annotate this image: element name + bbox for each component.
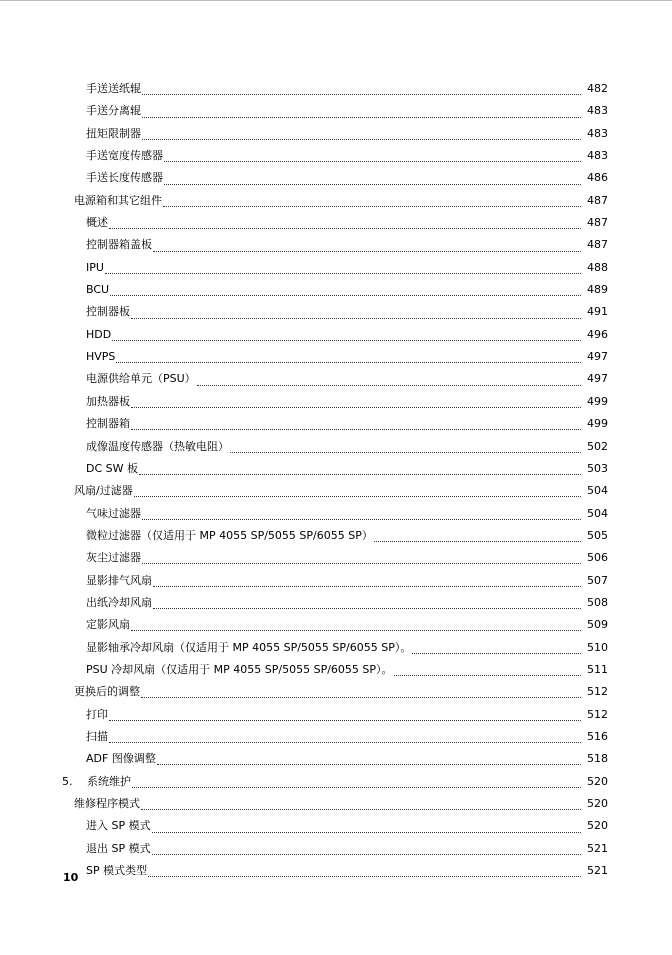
toc-entry[interactable] — [0, 167, 672, 189]
toc-entry-title: ADF 图像调整 — [86, 752, 156, 766]
toc-entry-title: 控制器箱盖板 — [86, 238, 152, 252]
toc-entry[interactable] — [0, 726, 672, 748]
dot-leader — [142, 562, 581, 564]
toc-entry-page: 499 — [587, 394, 608, 408]
toc-entry[interactable] — [0, 614, 672, 636]
toc-entry[interactable] — [0, 301, 672, 323]
toc-entry-page: 496 — [587, 327, 608, 341]
toc-entry-title: 手送送纸辊 — [86, 82, 141, 95]
toc-entry-page: 509 — [587, 618, 608, 632]
toc-entry[interactable] — [0, 391, 672, 413]
dot-leader — [109, 741, 581, 743]
dot-leader — [153, 607, 581, 609]
dot-leader — [131, 406, 581, 408]
dot-leader — [197, 384, 581, 386]
toc-entry-page: 510 — [587, 640, 608, 654]
toc-entry[interactable] — [0, 525, 672, 547]
toc-entry-title: 扭矩限制器 — [86, 126, 141, 140]
toc-entry-title: 更换后的调整 — [74, 685, 140, 699]
dot-leader — [164, 183, 581, 185]
toc-entry-page: 497 — [587, 372, 608, 386]
toc-entry[interactable] — [0, 480, 672, 502]
toc-entry-title: 手送长度传感器 — [86, 171, 163, 185]
toc-entry-page: 502 — [587, 439, 608, 453]
toc-entry-page: 505 — [587, 528, 608, 542]
toc-entry-page: 486 — [587, 171, 608, 185]
toc-entry-page: 512 — [587, 707, 608, 721]
toc-entry[interactable] — [0, 257, 672, 279]
toc-entry[interactable] — [0, 771, 672, 793]
dot-leader — [109, 227, 581, 229]
toc-entry-title: 系统维护 — [87, 774, 131, 788]
toc-entry-title: 电源供给单元（PSU） — [86, 372, 196, 386]
toc-entry[interactable] — [0, 547, 672, 569]
toc-entry-page: 520 — [587, 797, 608, 810]
dot-leader — [153, 585, 581, 587]
toc-entry[interactable] — [0, 413, 672, 435]
toc-entry-page: 487 — [587, 216, 608, 230]
toc-entry[interactable] — [0, 368, 672, 390]
toc-entry-title: 加热器板 — [86, 394, 130, 408]
toc-entry-title: 微粒过滤器（仅适用于 MP 4055 SP/5055 SP/6055 SP） — [86, 528, 373, 542]
toc-entry-title: 扫描 — [86, 729, 108, 743]
toc-entry-page: 489 — [587, 283, 608, 297]
toc-entry-page: 511 — [587, 662, 608, 676]
toc-entry-page: 487 — [587, 238, 608, 252]
dot-leader — [142, 518, 581, 520]
toc-entry[interactable] — [0, 190, 672, 212]
toc-entry-page: 508 — [587, 595, 608, 609]
toc-entry-page: 503 — [587, 461, 608, 475]
dot-leader — [230, 451, 581, 453]
toc-entry-title: 打印 — [86, 707, 108, 721]
toc-entry[interactable] — [0, 458, 672, 480]
toc-entry-title: 手送宽度传感器 — [86, 149, 163, 163]
toc-entry[interactable] — [0, 212, 672, 234]
toc-entry-page: 483 — [587, 149, 608, 163]
toc-entry-page: 487 — [587, 193, 608, 207]
page-number: 10 — [63, 871, 79, 884]
dot-leader — [131, 317, 581, 319]
toc-entry-title: 显影轴承冷却风扇（仅适用于 MP 4055 SP/5055 SP/6055 SP）。 — [86, 640, 412, 654]
dot-leader — [131, 428, 581, 430]
toc-entry[interactable] — [0, 145, 672, 167]
toc-entry-title: 控制器板 — [86, 305, 130, 319]
toc-entry-title: 气味过滤器 — [86, 506, 141, 520]
toc-entry-page: 499 — [587, 417, 608, 431]
toc-entry[interactable] — [0, 100, 672, 122]
dot-leader — [164, 160, 581, 162]
toc-entry-page: 521 — [587, 841, 608, 855]
toc-entry-page: 520 — [587, 774, 608, 788]
dot-leader — [412, 652, 581, 654]
toc-entry-page: 488 — [587, 260, 608, 274]
toc-entry[interactable] — [0, 279, 672, 301]
dot-leader — [142, 138, 581, 140]
toc-entry-title: 退出 SP 模式 — [86, 841, 151, 855]
toc-entry-page: 504 — [587, 484, 608, 498]
toc-entry-title: 显影排气风扇 — [86, 573, 152, 587]
toc-entry[interactable] — [0, 838, 672, 860]
toc-entry[interactable] — [0, 346, 672, 368]
dot-leader — [141, 696, 581, 698]
toc-entry[interactable] — [0, 592, 672, 614]
dot-leader — [110, 294, 581, 296]
table-of-contents — [0, 78, 672, 882]
toc-entry-title: BCU — [86, 283, 110, 297]
dot-leader — [374, 540, 581, 542]
dot-leader — [109, 719, 581, 721]
toc-entry[interactable] — [0, 659, 672, 681]
dot-leader — [139, 473, 581, 475]
toc-entry-page: 483 — [587, 126, 608, 140]
toc-entry[interactable] — [0, 234, 672, 256]
toc-entry-title: 维修程序模式 — [74, 797, 140, 810]
toc-entry[interactable] — [0, 570, 672, 592]
dot-leader — [141, 808, 581, 810]
toc-entry-title: 出纸冷却风扇 — [86, 595, 152, 609]
toc-entry[interactable] — [0, 436, 672, 458]
toc-entry-title: 电源箱和其它组件 — [74, 193, 162, 207]
toc-entry-title: PSU 冷却风扇（仅适用于 MP 4055 SP/5055 SP/6055 SP）。 — [86, 662, 393, 676]
toc-entry-number: 5. — [62, 774, 73, 788]
toc-entry[interactable] — [0, 681, 672, 703]
toc-entry[interactable] — [0, 704, 672, 726]
toc-entry-page: 507 — [587, 573, 608, 587]
toc-entry-page: 491 — [587, 305, 608, 319]
dot-leader — [152, 853, 581, 855]
toc-entry[interactable] — [0, 123, 672, 145]
toc-entry-page: 497 — [587, 350, 608, 364]
dot-leader — [132, 786, 581, 788]
toc-entry-title: 灰尘过滤器 — [86, 551, 141, 565]
dot-leader — [112, 339, 581, 341]
dot-leader — [134, 495, 581, 497]
toc-entry-title: 手送分离辊 — [86, 104, 141, 118]
toc-entry[interactable] — [0, 793, 672, 815]
toc-entry-title: 风扇/过滤器 — [74, 484, 133, 498]
toc-entry-title: 控制器箱 — [86, 417, 130, 431]
toc-entry-title: 概述 — [86, 216, 108, 230]
toc-entry[interactable] — [0, 78, 672, 100]
toc-entry[interactable] — [0, 324, 672, 346]
toc-entry[interactable] — [0, 503, 672, 525]
toc-entry[interactable] — [0, 815, 672, 837]
dot-leader — [394, 674, 581, 676]
toc-entry-title: 成像温度传感器（热敏电阻） — [86, 439, 229, 453]
toc-entry[interactable] — [0, 860, 672, 882]
toc-entry-title: IPU — [86, 260, 104, 274]
toc-entry-page: 518 — [587, 752, 608, 766]
toc-entry-page: 482 — [587, 82, 608, 95]
toc-entry-page: 520 — [587, 819, 608, 833]
dot-leader — [148, 875, 581, 877]
dot-leader — [153, 250, 581, 252]
dot-leader — [142, 93, 581, 95]
dot-leader — [142, 116, 581, 118]
toc-entry-page: 506 — [587, 551, 608, 565]
toc-entry-title: HVPS — [86, 350, 116, 364]
toc-entry-title: DC SW 板 — [86, 461, 139, 475]
dot-leader — [163, 205, 581, 207]
toc-entry[interactable] — [0, 637, 672, 659]
dot-leader — [157, 763, 581, 765]
dot-leader — [105, 272, 581, 274]
toc-entry-page: 483 — [587, 104, 608, 118]
toc-entry-title: 定影风扇 — [86, 618, 130, 632]
toc-entry-title: SP 模式类型 — [86, 864, 148, 878]
toc-entry-title: HDD — [86, 327, 112, 341]
toc-entry[interactable] — [0, 748, 672, 770]
toc-entry-page: 521 — [587, 864, 608, 878]
dot-leader — [131, 629, 581, 631]
toc-entry-page: 516 — [587, 729, 608, 743]
dot-leader — [116, 361, 581, 363]
toc-entry-page: 512 — [587, 685, 608, 699]
toc-entry-title: 进入 SP 模式 — [86, 819, 151, 833]
toc-entry-page: 504 — [587, 506, 608, 520]
dot-leader — [152, 831, 581, 833]
